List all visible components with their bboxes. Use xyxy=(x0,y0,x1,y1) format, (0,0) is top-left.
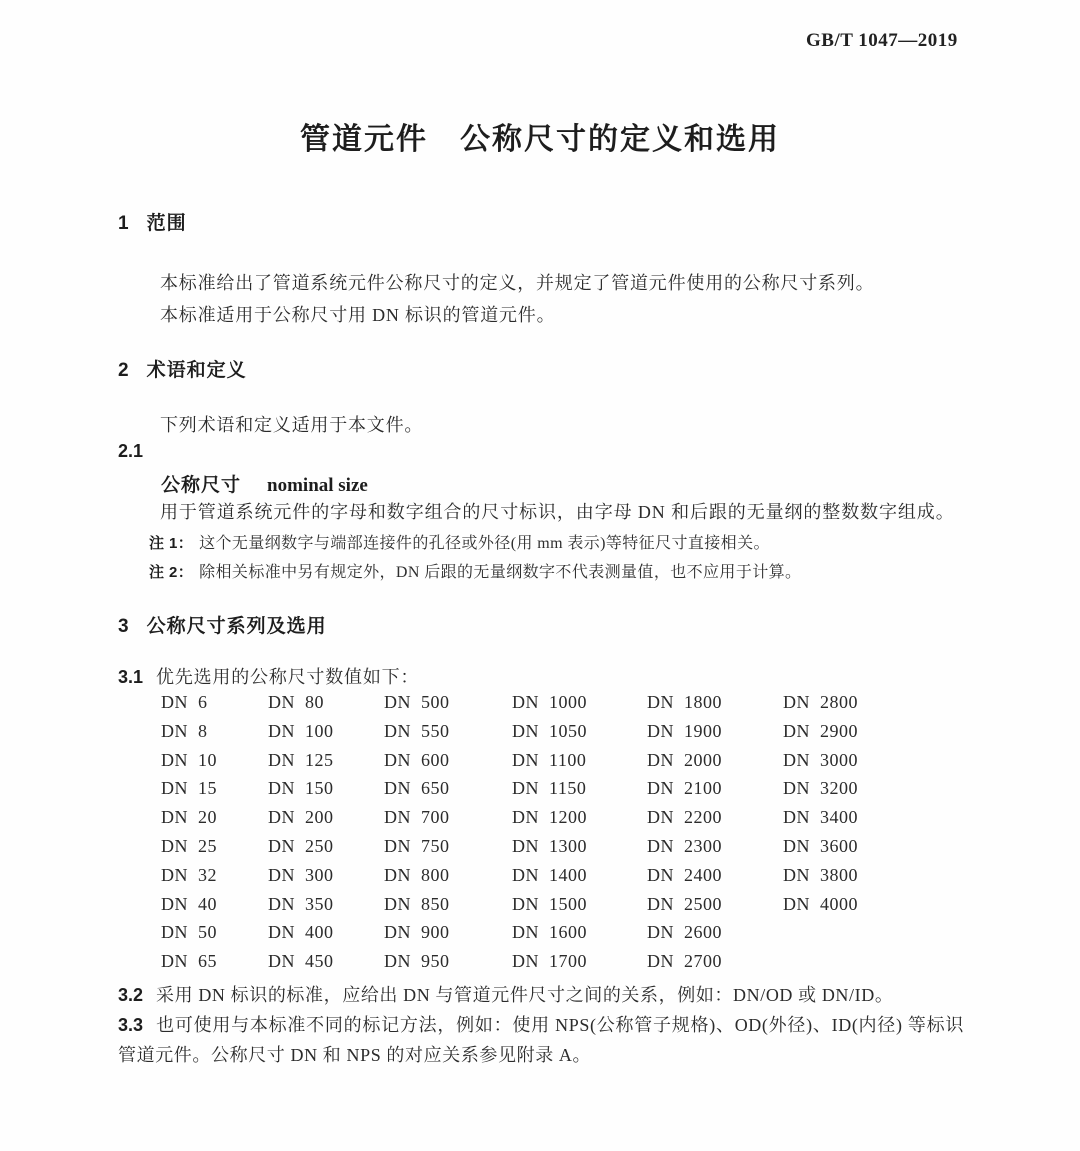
dn-value: DN 1000 xyxy=(512,692,587,712)
dn-value: DN 2100 xyxy=(647,778,722,799)
dn-value: DN 1150 xyxy=(512,778,587,799)
term-note-2 xyxy=(149,559,801,582)
dn-value: DN 250 xyxy=(268,835,334,856)
dn-value: DN 450 xyxy=(268,951,334,972)
dn-value: DN 100 xyxy=(268,720,334,741)
dn-value: DN 65 xyxy=(161,951,217,972)
clause-2-1-number: 2.1 xyxy=(118,441,144,461)
dn-value: DN 3200 xyxy=(783,778,858,799)
dn-value: DN 1700 xyxy=(512,951,587,972)
dn-value: DN 550 xyxy=(384,720,450,741)
section-2-title: 术语和定义 xyxy=(146,360,247,381)
dn-value: DN 125 xyxy=(268,749,334,770)
clause-3-3-number: 3.3 xyxy=(118,1015,144,1035)
clause-3-2-text: 采用 DN 标识的标准，应给出 DN 与管道元件尺寸之间的关系，例如：DN/OD 或 DN/ID。 xyxy=(156,985,894,1005)
section-1-number: 1 xyxy=(118,213,129,234)
document-title: 管道元件 公称尺寸的定义和选用 xyxy=(300,123,780,156)
dn-value: DN 6 xyxy=(161,692,208,712)
dn-value: DN 25 xyxy=(161,835,217,856)
section-1-heading xyxy=(118,208,187,235)
clause-3-1 xyxy=(118,663,419,689)
dn-value: DN 40 xyxy=(161,893,217,914)
dn-value: DN 2200 xyxy=(647,807,722,828)
dn-value: DN 600 xyxy=(384,749,450,770)
section-2-number: 2 xyxy=(118,360,129,381)
dn-value: DN 2000 xyxy=(647,749,722,770)
note-1-label: 注 1： xyxy=(149,535,194,552)
dn-value: DN 32 xyxy=(161,864,217,885)
dn-value: DN 4000 xyxy=(783,893,858,914)
section-2-heading xyxy=(118,355,247,382)
dn-value: DN 3800 xyxy=(783,864,858,885)
dn-value: DN 800 xyxy=(384,864,450,885)
clause-3-3 xyxy=(118,1010,964,1070)
dn-value: DN 1500 xyxy=(512,893,587,914)
section-2-intro: 下列术语和定义适用于本文件。 xyxy=(160,415,424,435)
dn-value: DN 2600 xyxy=(647,922,722,943)
dn-value: DN 200 xyxy=(268,807,334,828)
clause-2-1 xyxy=(118,441,156,462)
dn-value: DN 1050 xyxy=(512,720,587,741)
dn-value: DN 1300 xyxy=(512,835,587,856)
term-entry xyxy=(161,470,368,497)
dn-value: DN 300 xyxy=(268,864,334,885)
dn-value: DN 500 xyxy=(384,692,450,712)
dn-value: DN 150 xyxy=(268,778,334,799)
dn-value: DN 650 xyxy=(384,778,450,799)
dn-value: DN 900 xyxy=(384,922,450,943)
term-name-en: nominal size xyxy=(267,475,368,496)
dn-value: DN 2700 xyxy=(647,951,722,972)
dn-value: DN 1200 xyxy=(512,807,587,828)
dn-value: DN 1100 xyxy=(512,749,587,770)
dn-value: DN 700 xyxy=(384,807,450,828)
dn-value: DN 15 xyxy=(161,778,217,799)
dn-value: DN 2800 xyxy=(783,692,858,712)
dn-value: DN 2900 xyxy=(783,720,858,741)
dn-value: DN 2500 xyxy=(647,893,722,914)
section-1-paragraph-1: 本标准给出了管道系统元件公称尺寸的定义，并规定了管道元件使用的公称尺寸系列。 xyxy=(160,273,875,293)
term-name-zh: 公称尺寸 xyxy=(161,475,242,496)
clause-3-1-text: 优先选用的公称尺寸数值如下： xyxy=(156,667,420,687)
dn-value: DN 80 xyxy=(268,692,324,712)
clause-3-3-text: 也可使用与本标准不同的标记方法，例如：使用 NPS(公称管子规格)、OD(外径)、ID(内径) 等标识管道元件。公称尺寸 DN 和 NPS 的对应关系参见附录 A。 xyxy=(118,1015,964,1065)
dn-value: DN 1600 xyxy=(512,922,587,943)
note-2-label: 注 2： xyxy=(149,564,194,581)
clause-3-2-number: 3.2 xyxy=(118,985,144,1005)
clause-3-1-number: 3.1 xyxy=(118,667,144,687)
section-3-number: 3 xyxy=(118,616,129,637)
dn-series-table xyxy=(161,692,903,980)
dn-value: DN 350 xyxy=(268,893,334,914)
dn-value: DN 950 xyxy=(384,951,450,972)
dn-value: DN 10 xyxy=(161,749,217,770)
section-1-paragraph-2: 本标准适用于公称尺寸用 DN 标识的管道元件。 xyxy=(160,305,556,325)
dn-value: DN 750 xyxy=(384,835,450,856)
document-code: GB/T 1047—2019 xyxy=(806,30,958,51)
dn-value: DN 400 xyxy=(268,922,334,943)
section-3-title: 公称尺寸系列及选用 xyxy=(146,616,327,637)
dn-value: DN 1800 xyxy=(647,692,722,712)
dn-value: DN 1400 xyxy=(512,864,587,885)
dn-value: DN 2300 xyxy=(647,835,722,856)
dn-value: DN 20 xyxy=(161,807,217,828)
note-2-text: 除相关标准中另有规定外，DN 后跟的无量纲数字不代表测量值，也不应用于计算。 xyxy=(199,564,802,581)
term-definition: 用于管道系统元件的字母和数字组合的尺寸标识，由字母 DN 和后跟的无量纲的整数数字组成。 xyxy=(160,502,955,522)
dn-value: DN 3600 xyxy=(783,835,858,856)
dn-value: DN 1900 xyxy=(647,720,722,741)
dn-value: DN 3400 xyxy=(783,807,858,828)
dn-value: DN 8 xyxy=(161,720,208,741)
dn-value: DN 2400 xyxy=(647,864,722,885)
clause-3-2 xyxy=(118,980,964,1010)
section-1-title: 范围 xyxy=(146,213,187,234)
section-3-heading xyxy=(118,611,327,638)
dn-value: DN 50 xyxy=(161,922,217,943)
dn-value: DN 3000 xyxy=(783,749,858,770)
note-1-text: 这个无量纲数字与端部连接件的孔径或外径(用 mm 表示)等特征尺寸直接相关。 xyxy=(199,535,770,552)
term-note-1 xyxy=(149,530,770,553)
dn-value: DN 850 xyxy=(384,893,450,914)
